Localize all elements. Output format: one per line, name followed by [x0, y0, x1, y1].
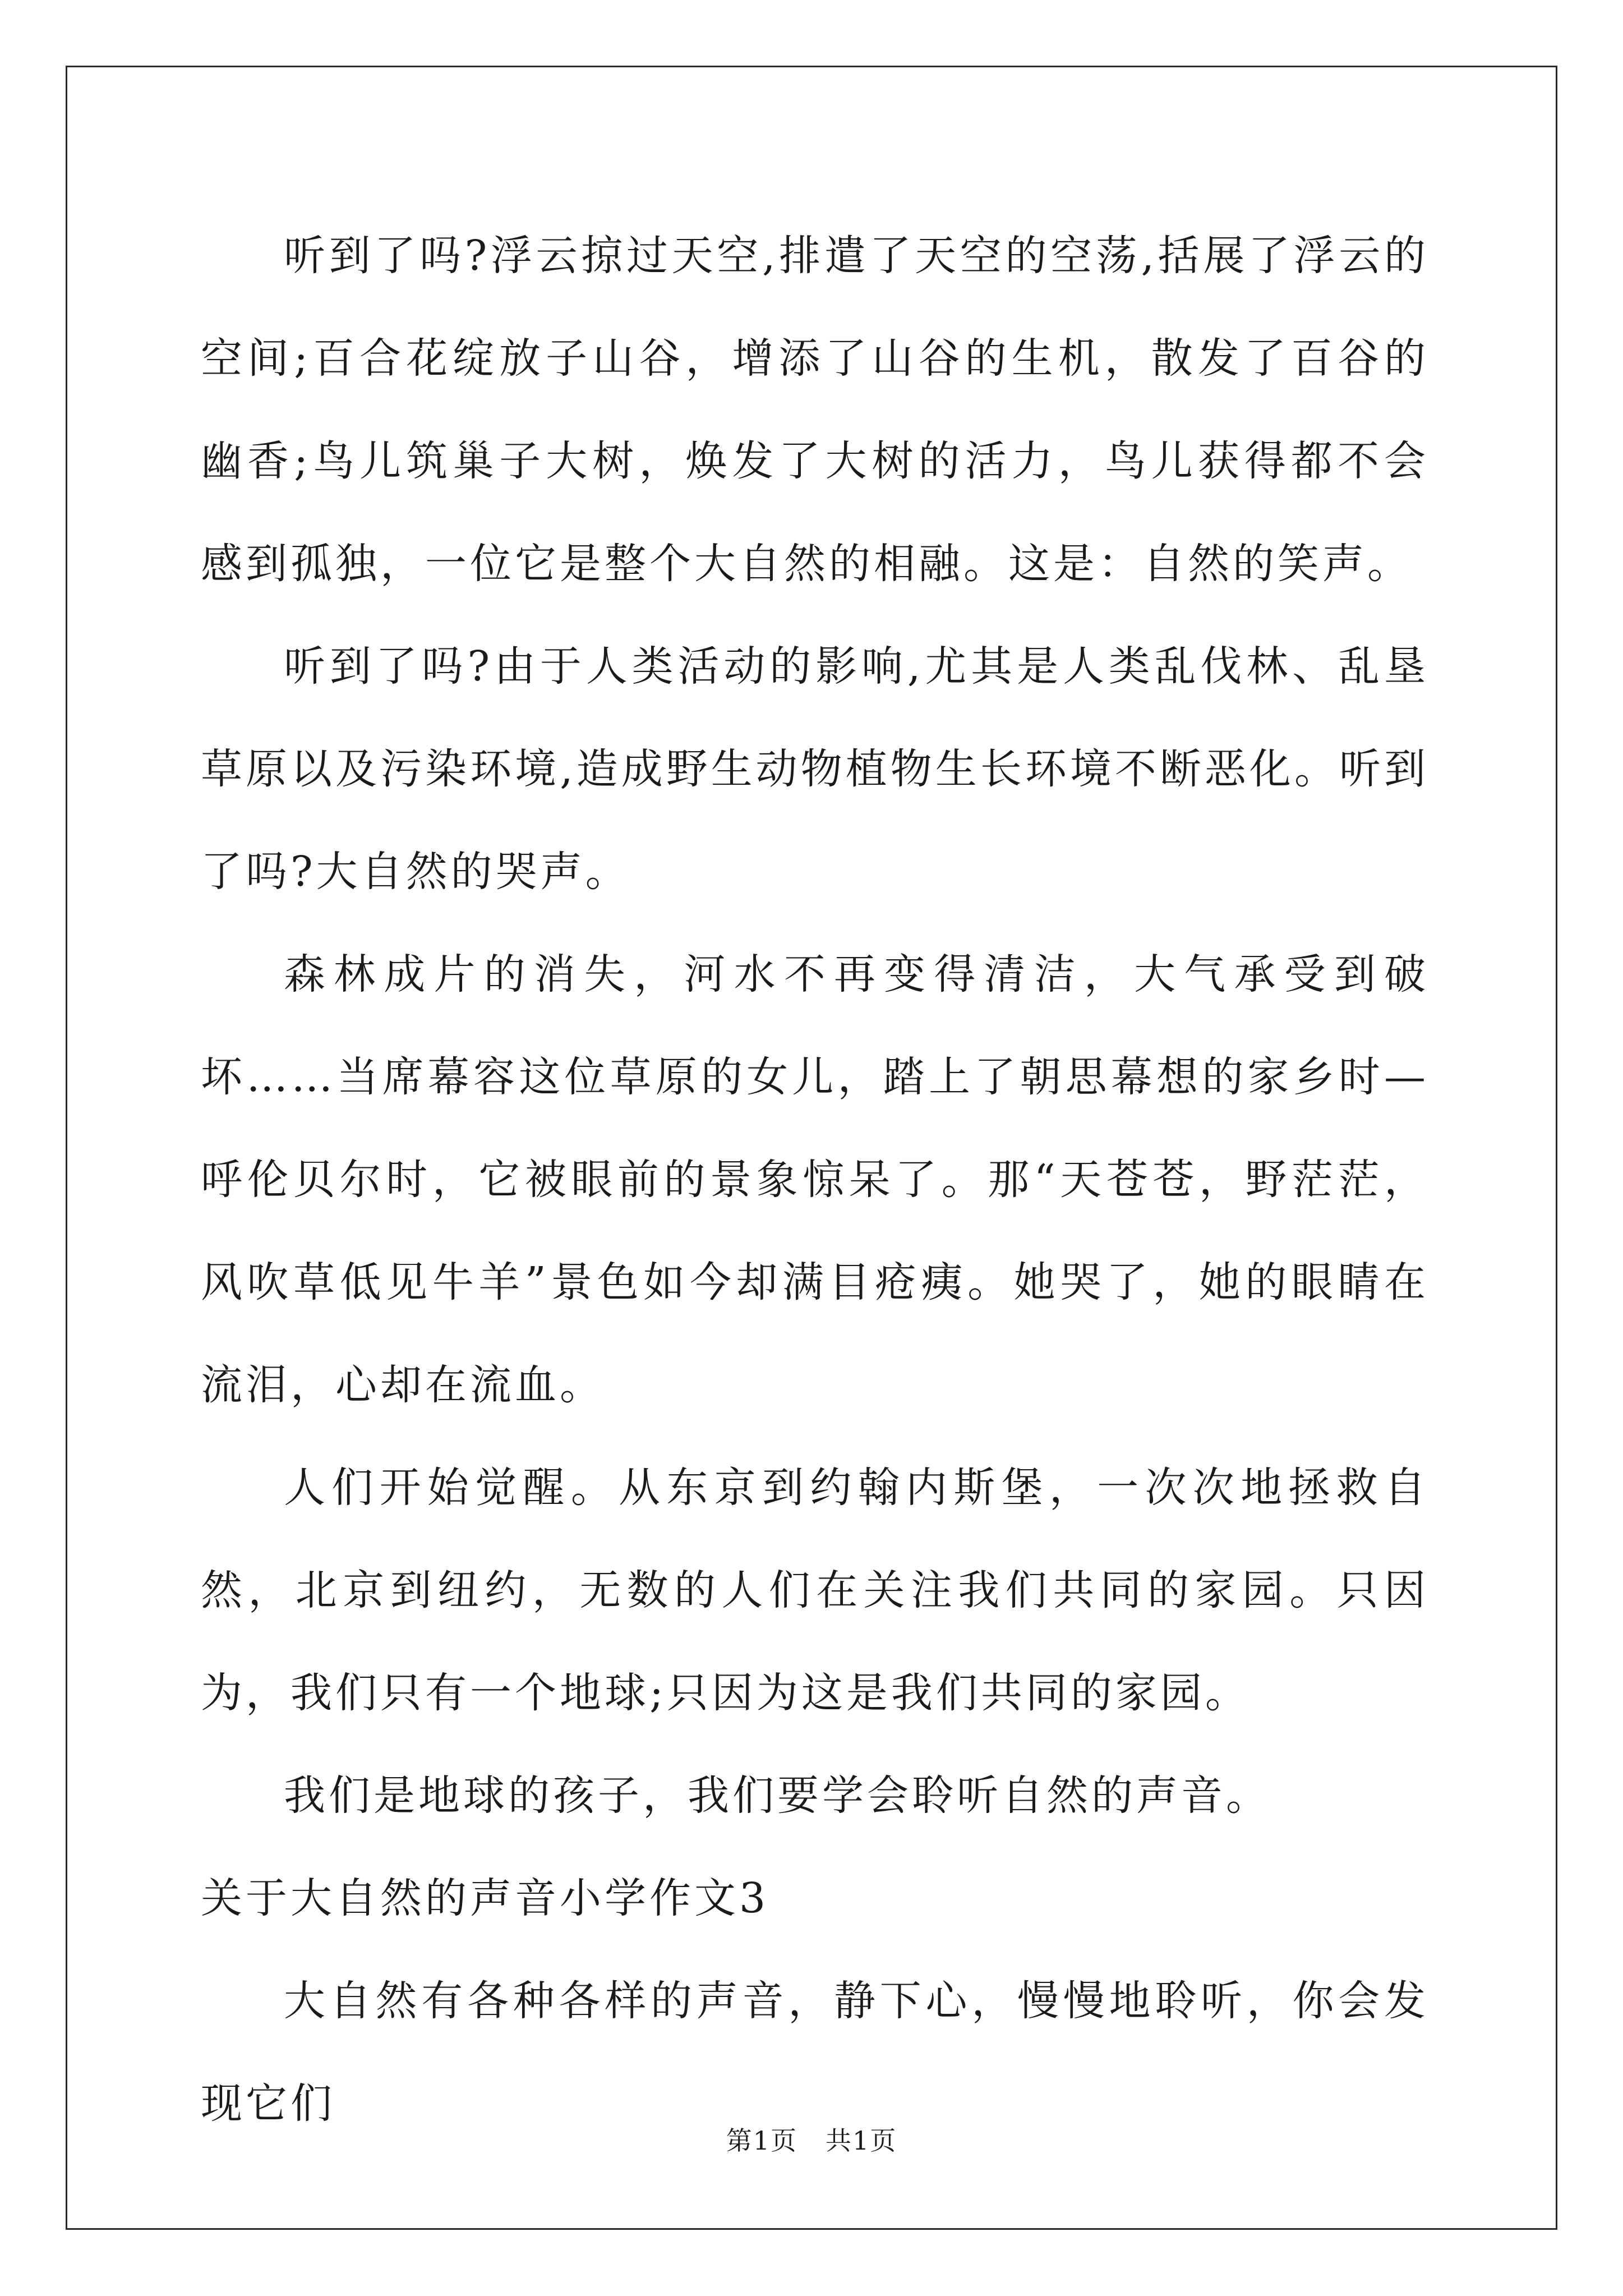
document-body [201, 205, 1429, 2155]
paragraph: 森林成片的消失，河水不再变得清洁，大气承受到破坏……当席幕容这位草原的女儿，踏上了朝思幕想的家乡时—呼伦贝尔时，它被眼前的景象惊呆了。那“天苍苍，野茫茫，风吹草低见牛羊”景色如今却满目疮痍。她哭了，她的眼睛在流泪，心却在流血。 [201, 950, 1429, 1409]
paragraph: 人们开始觉醒。从东京到约翰内斯堡，一次次地拯救自然，北京到纽约，无数的人们在关注我们共同的家园。只因为，我们只有一个地球;只因为这是我们共同的家园。 [201, 1464, 1429, 1717]
paragraph: 我们是地球的孩子，我们要学会聆听自然的声音。 [284, 1772, 1271, 1820]
section-title: 关于大自然的声音小学作文3 [201, 1874, 769, 1922]
page-total: 共1页 [826, 2125, 897, 2156]
paragraph: 听到了吗?浮云掠过天空,排遣了天空的空荡,括展了浮云的空间;百合花绽放子山谷，增添了山谷的生机，散发了百谷的幽香;鸟儿筑巢子大树，焕发了大树的活力，鸟儿获得都不会感到孤独，一位它是整个大自然的相融。这是：自然的笑声。 [201, 232, 1429, 588]
page-footer [0, 2120, 1623, 2157]
page-number: 第1页 [726, 2125, 797, 2156]
paragraph: 大自然有各种各样的声音，静下心，慢慢地聆听，你会发现它们 [201, 1977, 1429, 2128]
paragraph: 听到了吗?由于人类活动的影响,尤其是人类乱伐林、乱垦草原以及污染环境,造成野生动物植物生长环境不断恶化。听到了吗?大自然的哭声。 [201, 642, 1429, 896]
